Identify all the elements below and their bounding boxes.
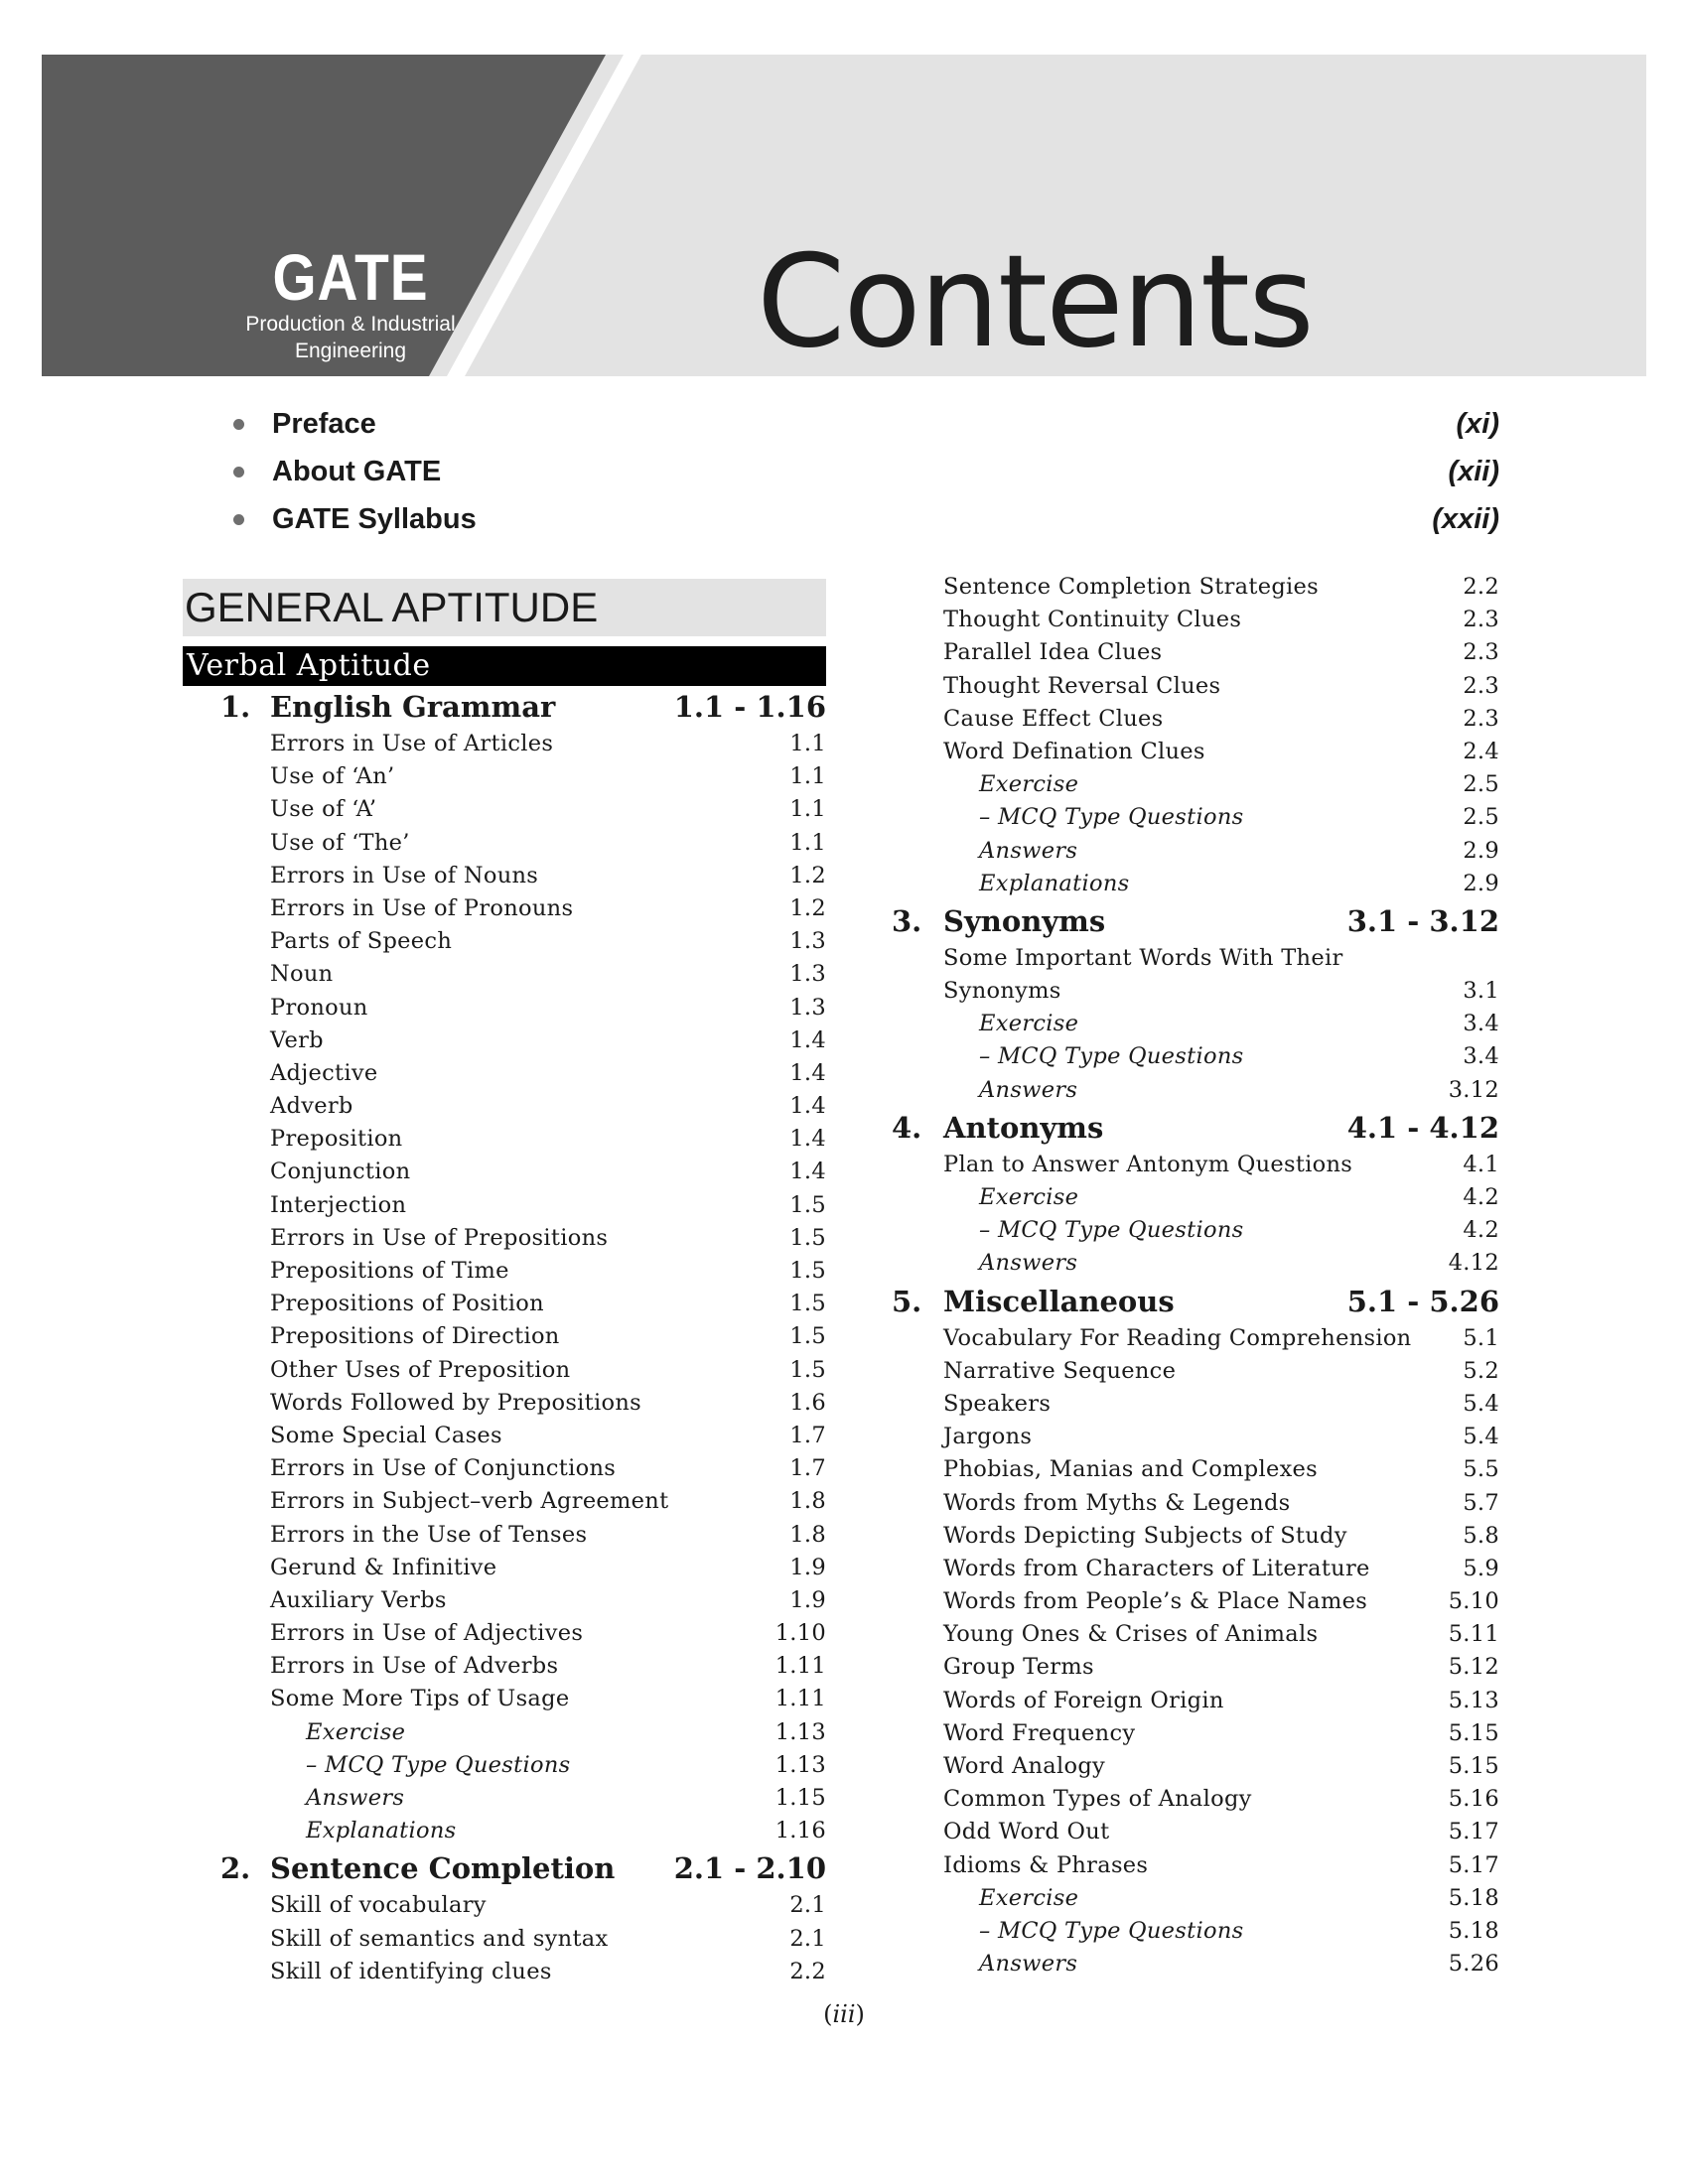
toc-entry-row xyxy=(183,760,826,793)
entry-title: Plan to Answer Antonym Questions xyxy=(943,1151,1353,1177)
bullet-icon xyxy=(233,467,244,478)
entry-page: 1.5 xyxy=(789,1258,826,1284)
entry-page: 1.2 xyxy=(789,862,826,888)
chapter-number: 1. xyxy=(220,690,251,724)
toc-subentry-row xyxy=(892,1915,1499,1948)
toc-entry-row xyxy=(183,1889,826,1922)
entry-title: Adverb xyxy=(270,1093,353,1120)
entry-title: Synonyms xyxy=(943,978,1061,1005)
toc-subentry-row xyxy=(892,868,1499,900)
toc-entry-row xyxy=(183,925,826,958)
entry-page: 1.9 xyxy=(789,1586,826,1613)
front-matter-item xyxy=(230,495,1499,543)
entry-page: 5.26 xyxy=(1448,1951,1499,1978)
entry-page: 1.1 xyxy=(789,731,826,756)
entry-page: 5.8 xyxy=(1463,1522,1499,1549)
toc-entry-row xyxy=(183,1255,826,1288)
toc-entry-row xyxy=(183,1956,826,1988)
entry-title: Answers xyxy=(979,837,1078,864)
toc-entry-row xyxy=(183,892,826,925)
entry-page: 4.2 xyxy=(1463,1184,1499,1210)
entry-page: 3.4 xyxy=(1463,1043,1499,1070)
toc-entry-row xyxy=(183,1485,826,1518)
entry-title: Interjection xyxy=(270,1191,407,1218)
entry-page: 5.4 xyxy=(1463,1390,1499,1417)
page-number: iii xyxy=(832,2000,856,2028)
entry-page: 1.5 xyxy=(789,1291,826,1317)
entry-page: 1.5 xyxy=(789,1323,826,1350)
front-matter-item xyxy=(230,400,1499,448)
entry-page: 3.4 xyxy=(1463,1011,1499,1037)
entry-page: 1.3 xyxy=(789,961,826,988)
entry-title: Word Frequency xyxy=(943,1719,1136,1746)
entry-title: Answers xyxy=(979,1951,1078,1978)
entry-page: 1.11 xyxy=(774,1686,826,1712)
brand-subtitle-line2: Engineering xyxy=(294,340,407,362)
entry-title: Other Uses of Preposition xyxy=(270,1356,571,1383)
toc-entry-row xyxy=(183,1519,826,1552)
entry-page: 1.5 xyxy=(789,1191,826,1218)
front-matter-label: About GATE xyxy=(272,455,442,487)
toc-subentry-row xyxy=(892,1181,1499,1214)
toc-entry-row xyxy=(183,1354,826,1387)
entry-page: 1.4 xyxy=(789,1026,826,1053)
chapter-title: Sentence Completion xyxy=(270,1851,616,1886)
front-matter-page: (xi) xyxy=(1456,407,1499,440)
entry-page: 5.9 xyxy=(1463,1555,1499,1581)
entry-page: 2.1 xyxy=(789,1925,826,1952)
entry-title: Young Ones & Crises of Animals xyxy=(943,1621,1319,1648)
chapter-page-range: 1.1 - 1.16 xyxy=(673,690,826,724)
entry-page: 2.9 xyxy=(1463,870,1499,896)
entry-page: 4.1 xyxy=(1463,1151,1499,1177)
entry-title: Some Important Words With Their xyxy=(943,944,1343,971)
entry-title: Prepositions of Time xyxy=(270,1258,509,1284)
chapter-number: 4. xyxy=(892,1110,922,1145)
toc-entry-row xyxy=(892,1585,1499,1618)
front-matter-label: GATE Syllabus xyxy=(272,502,477,535)
entry-title: Narrative Sequence xyxy=(943,1357,1177,1384)
front-matter-label: Preface xyxy=(272,407,376,440)
toc-subentry-row xyxy=(892,1008,1499,1040)
entry-title: Speakers xyxy=(943,1390,1052,1417)
entry-page: 1.1 xyxy=(789,829,826,856)
entry-page: 2.4 xyxy=(1463,738,1499,764)
brand-subtitle-line1: Production & Industrial xyxy=(245,313,456,336)
entry-page: 5.5 xyxy=(1463,1456,1499,1483)
toc-subentry-row xyxy=(892,835,1499,868)
toc-subentry-row xyxy=(892,768,1499,801)
entry-title: Answers xyxy=(979,1076,1078,1103)
entry-page: 1.9 xyxy=(789,1554,826,1580)
entry-title: Skill of semantics and syntax xyxy=(270,1925,609,1952)
entry-title: Errors in Use of Adverbs xyxy=(270,1653,559,1680)
toc-entry-row xyxy=(183,793,826,826)
entry-page: 5.16 xyxy=(1448,1786,1499,1813)
entry-title: Prepositions of Position xyxy=(270,1291,544,1317)
toc-entry-row xyxy=(892,736,1499,768)
entry-title: Explanations xyxy=(979,870,1130,896)
chapter-title: Synonyms xyxy=(943,903,1106,938)
chapter-title: English Grammar xyxy=(270,690,556,724)
toc-entry-row xyxy=(183,1387,826,1420)
entry-title: Exercise xyxy=(979,1184,1079,1210)
toc-entry-row xyxy=(183,1683,826,1715)
entry-title: Exercise xyxy=(979,1011,1079,1037)
entry-page: 2.5 xyxy=(1463,771,1499,798)
entry-title: Use of ‘The’ xyxy=(270,829,410,856)
entry-title: Skill of vocabulary xyxy=(270,1892,487,1919)
entry-page: 1.16 xyxy=(774,1818,826,1844)
entry-title: Noun xyxy=(270,961,334,988)
chapter-page-range: 4.1 - 4.12 xyxy=(1346,1110,1499,1145)
toc-entry-row xyxy=(892,1520,1499,1553)
entry-title: Answers xyxy=(979,1250,1078,1277)
toc-subentry-row xyxy=(892,1948,1499,1980)
entry-page: 2.2 xyxy=(789,1958,826,1984)
brand-title: GATE xyxy=(272,240,429,314)
chapter-number: 5. xyxy=(892,1284,922,1318)
toc-entry-row xyxy=(892,1553,1499,1585)
entry-title: – MCQ Type Questions xyxy=(306,1751,571,1778)
entry-title: Use of ‘An’ xyxy=(270,763,395,790)
toc-entry-row xyxy=(892,1322,1499,1355)
section-heading: GENERAL APTITUDE xyxy=(183,579,826,636)
entry-title: Explanations xyxy=(306,1818,457,1844)
entry-page: 5.4 xyxy=(1463,1424,1499,1450)
entry-title: Conjunction xyxy=(270,1159,411,1185)
toc-entry-row xyxy=(183,1288,826,1320)
entry-page: 1.1 xyxy=(789,796,826,823)
entry-title: Preposition xyxy=(270,1126,403,1153)
toc-chapter-row xyxy=(892,1281,1499,1322)
chapter-page-range: 3.1 - 3.12 xyxy=(1346,903,1499,938)
toc-entry-row xyxy=(892,1355,1499,1388)
toc-right-list xyxy=(892,571,1499,1980)
entry-title: Parallel Idea Clues xyxy=(943,639,1163,666)
toc-entry-row xyxy=(183,958,826,991)
entry-page: 1.5 xyxy=(789,1356,826,1383)
entry-page: 1.4 xyxy=(789,1059,826,1086)
toc-entry-row xyxy=(892,1421,1499,1453)
entry-page: 1.11 xyxy=(774,1653,826,1680)
entry-title: Phobias, Manias and Complexes xyxy=(943,1456,1319,1483)
toc-subentry-row xyxy=(892,1214,1499,1247)
entry-title: Word Analogy xyxy=(943,1753,1106,1779)
toc-chapter-row xyxy=(183,1847,826,1889)
entry-title: – MCQ Type Questions xyxy=(979,1917,1244,1944)
toc-subentry-row xyxy=(183,1782,826,1815)
toc-left-list xyxy=(183,686,826,1988)
toc-entry-row xyxy=(892,1783,1499,1816)
entry-page: 2.5 xyxy=(1463,804,1499,831)
entry-title: Use of ‘A’ xyxy=(270,796,377,823)
toc-entry-row xyxy=(183,860,826,892)
toc-entry-row xyxy=(892,571,1499,604)
toc-entry-row xyxy=(183,1584,826,1617)
entry-page: 1.8 xyxy=(789,1521,826,1548)
toc-entry-row xyxy=(183,1552,826,1584)
entry-title: Idioms & Phrases xyxy=(943,1851,1149,1878)
entry-title: Exercise xyxy=(979,1884,1079,1911)
entry-title: Verb xyxy=(270,1026,324,1053)
entry-page: 1.4 xyxy=(789,1159,826,1185)
toc-chapter-row xyxy=(892,1107,1499,1149)
entry-title: Thought Continuity Clues xyxy=(943,607,1242,633)
chapter-title: Antonyms xyxy=(943,1110,1104,1145)
toc-subentry-row xyxy=(892,1882,1499,1915)
entry-title: – MCQ Type Questions xyxy=(979,804,1244,831)
brand-logo xyxy=(226,240,475,364)
entry-page: 1.15 xyxy=(774,1785,826,1811)
entry-page: 5.18 xyxy=(1448,1917,1499,1944)
entry-page: 1.5 xyxy=(789,1224,826,1251)
entry-page: 5.12 xyxy=(1448,1654,1499,1681)
entry-title: Words from Myths & Legends xyxy=(943,1489,1291,1516)
chapter-page-range: 2.1 - 2.10 xyxy=(673,1851,826,1886)
toc-entry-row xyxy=(183,1452,826,1485)
entry-page: 5.11 xyxy=(1448,1621,1499,1648)
entry-title: Prepositions of Direction xyxy=(270,1323,560,1350)
entry-page: 1.4 xyxy=(789,1093,826,1120)
entry-title: Words from Characters of Literature xyxy=(943,1555,1370,1581)
toc-left-column xyxy=(183,579,826,1988)
page-title: Contents xyxy=(757,228,1313,376)
toc-entry-row xyxy=(892,1717,1499,1750)
entry-title: Jargons xyxy=(943,1424,1033,1450)
header-banner xyxy=(42,55,1646,376)
entry-title: Errors in Use of Pronouns xyxy=(270,894,574,921)
toc-subentry-row xyxy=(892,801,1499,834)
entry-page: 1.3 xyxy=(789,994,826,1021)
entry-title: Cause Effect Clues xyxy=(943,705,1164,732)
entry-page: 1.13 xyxy=(774,1718,826,1745)
entry-page: 1.3 xyxy=(789,928,826,955)
entry-title: – MCQ Type Questions xyxy=(979,1217,1244,1244)
toc-entry-row xyxy=(892,703,1499,736)
toc-entry-row xyxy=(183,1617,826,1650)
toc-entry-row xyxy=(183,1222,826,1255)
entry-title: Errors in the Use of Tenses xyxy=(270,1521,588,1548)
toc-chapter-row xyxy=(892,900,1499,942)
entry-page: 2.3 xyxy=(1463,639,1499,666)
entry-title: Errors in Use of Articles xyxy=(270,731,554,756)
entry-title: Adjective xyxy=(270,1059,378,1086)
entry-page: 1.4 xyxy=(789,1126,826,1153)
toc-subentry-row xyxy=(183,1815,826,1847)
toc-entry-row xyxy=(892,670,1499,703)
entry-title: Pronoun xyxy=(270,994,368,1021)
toc-entry-row xyxy=(892,1453,1499,1486)
entry-page: 4.2 xyxy=(1463,1217,1499,1244)
front-matter-page: (xii) xyxy=(1448,455,1499,487)
entry-title: Auxiliary Verbs xyxy=(270,1586,447,1613)
entry-page: 2.1 xyxy=(789,1892,826,1919)
entry-page: 2.3 xyxy=(1463,672,1499,699)
front-matter-item xyxy=(230,448,1499,495)
toc-entry-row xyxy=(183,827,826,860)
toc-subentry-row xyxy=(183,1749,826,1782)
entry-title: Some Special Cases xyxy=(270,1422,502,1448)
entry-page: 2.3 xyxy=(1463,705,1499,732)
entry-title: Thought Reversal Clues xyxy=(943,672,1221,699)
entry-page: 1.2 xyxy=(789,894,826,921)
toc-entry-row xyxy=(183,1156,826,1188)
toc-entry-row xyxy=(892,1816,1499,1848)
toc-entry-row xyxy=(892,1849,1499,1882)
entry-page: 1.13 xyxy=(774,1751,826,1778)
page-number-footer: (iii) xyxy=(823,2000,865,2028)
toc-entry-row xyxy=(892,1388,1499,1421)
toc-right-column xyxy=(892,571,1499,1980)
entry-title: Exercise xyxy=(979,771,1079,798)
toc-entry-row xyxy=(183,728,826,760)
front-matter-page: (xxii) xyxy=(1432,502,1499,535)
toc-subentry-row xyxy=(183,1716,826,1749)
toc-entry-row xyxy=(183,1650,826,1683)
toc-entry-row xyxy=(183,1420,826,1452)
toc-entry-row xyxy=(183,1024,826,1057)
entry-title: Words Followed by Prepositions xyxy=(270,1389,641,1416)
toc-chapter-row xyxy=(183,686,826,728)
entry-page: 2.2 xyxy=(1463,574,1499,600)
entry-page: 5.1 xyxy=(1463,1324,1499,1351)
toc-entry-row xyxy=(892,1487,1499,1520)
entry-page: 4.12 xyxy=(1448,1250,1499,1277)
entry-title: Errors in Subject–verb Agreement xyxy=(270,1488,669,1515)
entry-page: 5.2 xyxy=(1463,1357,1499,1384)
entry-title: Gerund & Infinitive xyxy=(270,1554,497,1580)
entry-page: 5.15 xyxy=(1448,1753,1499,1779)
toc-entry-row xyxy=(183,992,826,1024)
entry-page: 1.7 xyxy=(789,1422,826,1448)
entry-title: Words from People’s & Place Names xyxy=(943,1588,1368,1615)
entry-page: 1.10 xyxy=(774,1620,826,1647)
subsection-heading: Verbal Aptitude xyxy=(183,646,826,686)
toc-entry-row xyxy=(892,1651,1499,1684)
entry-title: Errors in Use of Prepositions xyxy=(270,1224,609,1251)
toc-entry-row xyxy=(183,1923,826,1956)
entry-title: – MCQ Type Questions xyxy=(979,1043,1244,1070)
toc-entry-row xyxy=(892,636,1499,669)
toc-entry-row xyxy=(892,604,1499,636)
chapter-page-range: 5.1 - 5.26 xyxy=(1346,1284,1499,1318)
entry-page: 5.18 xyxy=(1448,1884,1499,1911)
entry-title: Word Defination Clues xyxy=(943,738,1205,764)
toc-entry-row xyxy=(183,1123,826,1156)
toc-subentry-row xyxy=(892,1247,1499,1280)
entry-page: 2.9 xyxy=(1463,837,1499,864)
entry-title: Common Types of Analogy xyxy=(943,1786,1252,1813)
entry-title: Odd Word Out xyxy=(943,1819,1110,1845)
entry-page: 5.17 xyxy=(1448,1851,1499,1878)
entry-title: Words of Foreign Origin xyxy=(943,1687,1224,1713)
chapter-title: Miscellaneous xyxy=(943,1284,1175,1318)
entry-title: Sentence Completion Strategies xyxy=(943,574,1320,600)
toc-entry-row xyxy=(892,1618,1499,1651)
entry-page: 5.7 xyxy=(1463,1489,1499,1516)
entry-title: Parts of Speech xyxy=(270,928,453,955)
entry-title: Errors in Use of Nouns xyxy=(270,862,539,888)
bullet-icon xyxy=(233,419,244,430)
toc-entry-row xyxy=(892,1685,1499,1717)
entry-page: 1.1 xyxy=(789,763,826,790)
toc-entry-row xyxy=(892,1149,1499,1181)
entry-title: Errors in Use of Adjectives xyxy=(270,1620,584,1647)
entry-title: Words Depicting Subjects of Study xyxy=(943,1522,1347,1549)
entry-title: Answers xyxy=(306,1785,405,1811)
entry-page: 5.15 xyxy=(1448,1719,1499,1746)
entry-title: Vocabulary For Reading Comprehension xyxy=(943,1324,1412,1351)
entry-title: Errors in Use of Conjunctions xyxy=(270,1455,617,1482)
entry-page: 1.6 xyxy=(789,1389,826,1416)
entry-page: 1.7 xyxy=(789,1455,826,1482)
entry-page: 1.8 xyxy=(789,1488,826,1515)
front-matter-list xyxy=(230,400,1499,543)
toc-entry-row xyxy=(892,975,1499,1008)
chapter-number: 2. xyxy=(220,1851,251,1886)
entry-page: 5.13 xyxy=(1448,1687,1499,1713)
entry-page: 2.3 xyxy=(1463,607,1499,633)
toc-entry-row xyxy=(183,1057,826,1090)
toc-entry-row xyxy=(892,1750,1499,1783)
toc-entry-row xyxy=(183,1320,826,1353)
toc-entry-row xyxy=(892,942,1499,975)
toc-subentry-row xyxy=(892,1040,1499,1073)
entry-page: 5.10 xyxy=(1448,1588,1499,1615)
toc-subentry-row xyxy=(892,1074,1499,1107)
entry-page: 5.17 xyxy=(1448,1819,1499,1845)
entry-title: Some More Tips of Usage xyxy=(270,1686,570,1712)
toc-entry-row xyxy=(183,1189,826,1222)
entry-page: 3.1 xyxy=(1463,978,1499,1005)
entry-page: 3.12 xyxy=(1448,1076,1499,1103)
entry-title: Exercise xyxy=(306,1718,406,1745)
chapter-number: 3. xyxy=(892,903,922,938)
entry-title: Group Terms xyxy=(943,1654,1094,1681)
entry-title: Skill of identifying clues xyxy=(270,1958,552,1984)
bullet-icon xyxy=(233,514,244,525)
toc-entry-row xyxy=(183,1090,826,1123)
